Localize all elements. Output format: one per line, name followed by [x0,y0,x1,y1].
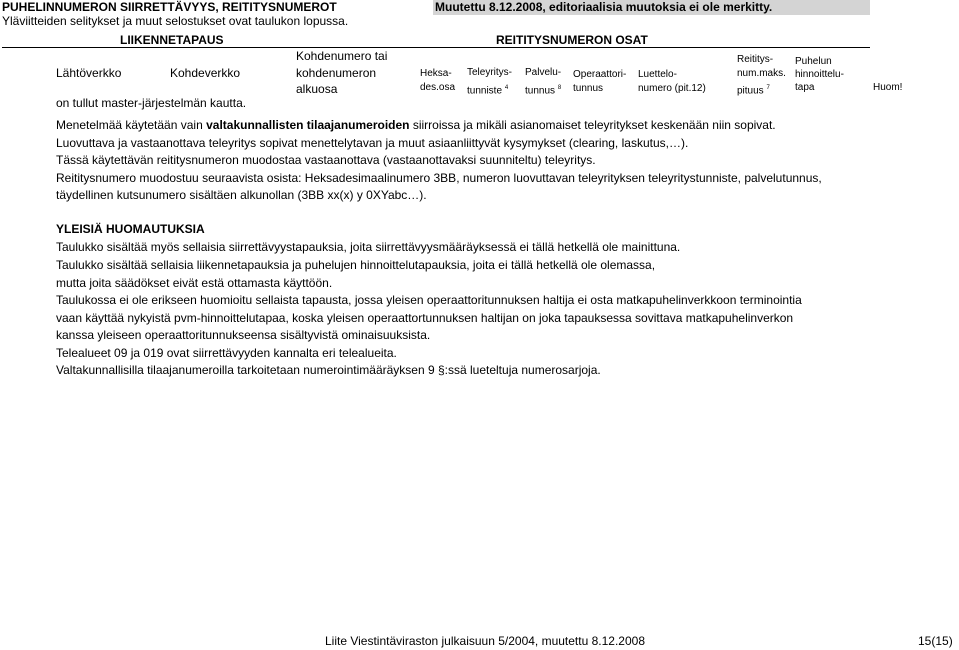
text-line-receiving-operator: Tässä käytettävän reititysnumeron muodostaa vastaanottava (vastaanottavaksi suunniteltu) teleyritys. [56,153,596,167]
general-note-7: Telealueet 09 ja 019 ovat siirrettävyyden kannalta eri telealueita. [56,346,397,360]
col-destnum-line3: alkuosa [296,82,338,96]
section-routing-parts: REITITYSNUMERON OSAT [496,33,648,47]
general-note-4: Taulukossa ei ole erikseen huomioitu sellaista tapausta, jossa yleisen operaattoritunnuksen haltija ei osta matkapuhelinverkkoon terminointia [56,293,802,307]
general-note-3: mutta joita säädökset eivät estä ottamasta käyttöön. [56,276,333,290]
col-operator-line1: Operaattori- [573,69,627,80]
col-carrier-line1: Teleyritys- [467,67,513,78]
general-notes-heading: YLEISIÄ HUOMAUTUKSIA [56,222,205,236]
col-service-line2: tunnus $^8$ [525,85,562,97]
page-number: 15(15) [918,634,953,648]
col-carrier-line2: tunniste $^4$ [467,85,509,97]
document-title: PUHELINNUMERON SIIRRETTÄVYYS, REITITYSNUMEROT [2,0,337,14]
footnote-8: 8 [557,85,562,91]
text-line-master-system: on tullut master-järjestelmän kautta. [56,96,247,110]
general-note-5: vaan käyttää nykyistä pvm-hinnoittelutapaa, koska yleisen operaattortunnuksen haltijan on joka tapauksessa sovittava matkapuhelinverkon [56,311,794,325]
col-routelen-line1: Reititys- [737,54,774,65]
text-line-full-number: täydellinen kutsunumero sisältäen alkunollan (3BB xx(x) y 0XYabc…). [56,188,427,202]
col-destination-network: Kohdeverkko [170,66,241,80]
col-routelen-line2: num.maks. [737,68,786,79]
col-hex-line2: des.osa [420,82,456,93]
col-service-line1: Palvelu- [525,67,562,78]
text-line-routing-number-parts: Reititysnumero muodostuu seuraavista osista: Heksadesimaalinumero 3BB, numeron luovuttavan teleyrityksen teleyritystunniste, palvelutunnus, [56,171,822,185]
col-operator-line2: tunnus [573,83,604,94]
col-charging-line1: Puhelun [795,56,832,67]
col-listnum-line2: numero (pit.12) [638,83,706,94]
footnote-4: 4 [504,85,509,91]
col-destnum-line2: kohdenumeron [296,66,377,80]
footer-text: Liite Viestintäviraston julkaisuun 5/2004, muutettu 8.12.2008 [325,634,645,648]
col-hex-line1: Heksa- [420,68,452,79]
footnote-7: 7 [766,85,770,91]
col-charging-line2: hinnoittelu- [795,69,844,80]
document-subtitle: Yläviitteiden selitykset ja muut selostukset ovat taulukon lopussa. [2,14,349,28]
general-note-8: Valtakunnallisilla tilaajanumeroilla tarkoitetaan numerointimääräyksen 9 §:ssä lueteltuja numerosarjoja. [56,363,601,377]
text-line-method-usage: Menetelmää käytetään vain valtakunnallisten tilaajanumeroiden siirroissa ja mikäli asianomaiset teleyritykset keskenään niin sopivat. [56,118,776,132]
general-note-2: Taulukko sisältää sellaisia liikennetapauksia ja puhelujen hinnoittelutapauksia, joita ei tällä hetkellä ole olemassa, [56,258,656,272]
text-line-clearing: Luovuttava ja vastaanottava teleyritys sopivat menettelytavan ja muut asiaanliittyvät kysymykset (clearing, laskutus,…). [56,136,689,150]
col-charging-line3: tapa [795,82,815,93]
general-note-6: kanssa yleiseen operaattoritunnukseensa sisältyvistä ominaisuuksista. [56,328,431,342]
col-origin-network: Lähtöverkko [56,66,122,80]
col-destnum-line1: Kohdenumero tai [296,49,388,63]
general-note-1: Taulukko sisältää myös sellaisia siirrettävyystapauksia, joita siirrettävyysmääräyksessä ei tällä hetkellä ole mainittuna. [56,240,681,254]
col-listnum-line1: Luettelo- [638,69,677,80]
col-note: Huom! [873,82,903,93]
modified-notice: Muutettu 8.12.2008, editoriaalisia muutoksia ei ole merkitty. [433,0,870,15]
table-divider [2,47,870,48]
section-traffic-case: LIIKENNETAPAUS [120,33,224,47]
col-routelen-line3: pituus $^7$ [737,85,770,97]
